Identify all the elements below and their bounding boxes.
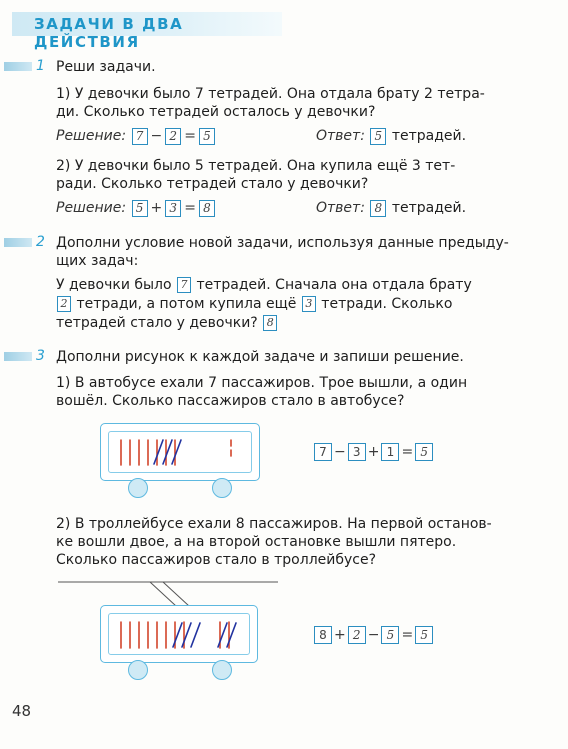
- plus-sign: +: [334, 627, 346, 643]
- task-2-text-line1: Дополни условие новой задачи, используя данные предыду-: [56, 235, 509, 251]
- task-2-fragment: тетради. Сколько: [321, 296, 453, 312]
- answer-label: Ответ:: [316, 128, 365, 144]
- equals-sign: =: [401, 444, 414, 460]
- task-1-1-text-line2: ди. Сколько тетрадей осталось у девочки?: [56, 104, 376, 120]
- task-1-1-answer: [316, 127, 466, 145]
- page-heading-bar: [12, 12, 282, 51]
- equals-sign: =: [184, 128, 196, 144]
- trolleybus-drawing[interactable]: [100, 605, 258, 663]
- task-1-2-text-line1: 2) У девочки было 5 тетрадей. Она купила ещё 3 тет-: [56, 158, 456, 174]
- task-3-2-text-line2: ке вошли двое, а на второй остановке вышли пятеро.: [56, 534, 457, 550]
- task-1-2-text-line2: ради. Сколько тетрадей стало у девочки?: [56, 176, 369, 192]
- solution-box-result[interactable]: 5: [199, 128, 215, 145]
- task-2-text-line4: [56, 295, 452, 313]
- trolleybus-wheel-right: [212, 660, 232, 680]
- eq-box[interactable]: 1: [381, 443, 399, 461]
- equals-sign: =: [401, 627, 414, 643]
- task-3-1-text-line1: 1) В автобусе ехали 7 пассажиров. Трое вышли, а один: [56, 375, 468, 391]
- task-1-1-solution: [56, 127, 216, 145]
- solution-box-result[interactable]: 8: [199, 200, 215, 217]
- solution-box-a[interactable]: 7: [132, 128, 148, 145]
- bus-wheel-right: [212, 478, 232, 498]
- task-2-text-line3: [56, 276, 472, 294]
- task-3-marker: [4, 352, 32, 361]
- task-2-fragment: У девочки было: [56, 277, 172, 293]
- minus-sign: −: [150, 128, 163, 144]
- solution-label: Решение:: [56, 128, 127, 144]
- trolleybus-passenger-strokes: [101, 606, 257, 662]
- task-2-marker: [4, 238, 32, 247]
- bus-equation: [314, 443, 433, 461]
- fill-box-3[interactable]: 3: [302, 296, 316, 312]
- solution-label: Решение:: [56, 200, 127, 216]
- task-2-fragment: тетрадей. Сначала она отдала брату: [196, 277, 472, 293]
- task-2-text-line5: [56, 314, 278, 332]
- fill-box-4[interactable]: 8: [263, 315, 277, 331]
- cross-out-stroke: [172, 440, 181, 464]
- task-1-number: 1: [36, 58, 45, 74]
- solution-box-b[interactable]: 2: [165, 128, 181, 145]
- eq-box[interactable]: 7: [314, 443, 332, 461]
- trolleybus-wheel-left: [128, 660, 148, 680]
- minus-sign: −: [334, 444, 346, 460]
- plus-sign: +: [150, 200, 163, 216]
- task-2-text-line2: щих задач:: [56, 253, 139, 269]
- task-1-2-answer: [316, 199, 466, 217]
- solution-box-a[interactable]: 5: [132, 200, 148, 217]
- task-3-2-text-line3: Сколько пассажиров стало в троллейбусе?: [56, 552, 377, 568]
- eq-box[interactable]: 5: [381, 626, 399, 644]
- cross-out-stroke: [154, 440, 163, 464]
- eq-result-box[interactable]: 5: [415, 443, 433, 461]
- answer-box[interactable]: 8: [370, 200, 386, 217]
- task-3-number: 3: [36, 348, 45, 364]
- cross-out-stroke: [191, 623, 200, 647]
- task-2-number: 2: [36, 234, 45, 250]
- task-3-2-text-line1: 2) В троллейбусе ехали 8 пассажиров. На первой останов-: [56, 516, 492, 532]
- answer-word: тетрадей.: [391, 128, 467, 144]
- task-1-marker: [4, 62, 32, 71]
- task-1-1-text-line1: 1) У девочки было 7 тетрадей. Она отдала брату 2 тетра-: [56, 86, 485, 102]
- eq-box[interactable]: 2: [348, 626, 366, 644]
- task-3-1-text-line2: вошёл. Сколько пассажиров стало в автобусе?: [56, 393, 405, 409]
- equals-sign: =: [184, 200, 196, 216]
- minus-sign: −: [367, 627, 380, 643]
- answer-box[interactable]: 5: [370, 128, 386, 145]
- answer-word: тетрадей.: [391, 200, 467, 216]
- bus-passenger-strokes: [101, 424, 259, 480]
- fill-box-1[interactable]: 7: [177, 277, 191, 293]
- cross-out-stroke: [163, 440, 172, 464]
- bus-drawing[interactable]: [100, 423, 260, 481]
- eq-result-box[interactable]: 5: [415, 626, 433, 644]
- solution-box-b[interactable]: 3: [165, 200, 181, 217]
- eq-box[interactable]: 8: [314, 626, 332, 644]
- task-1-2-solution: [56, 199, 216, 217]
- page-title: ЗАДАЧИ В ДВА ДЕЙСТВИЯ: [34, 15, 184, 51]
- task-3-title: Дополни рисунок к каждой задаче и запиши решение.: [56, 349, 464, 365]
- trolleybus-equation: [314, 626, 433, 644]
- page-number: 48: [12, 702, 32, 720]
- bus-wheel-left: [128, 478, 148, 498]
- task-1-title: Реши задачи.: [56, 59, 156, 75]
- task-2-fragment: тетрадей стало у девочки?: [56, 315, 258, 331]
- plus-sign: +: [367, 444, 380, 460]
- fill-box-2[interactable]: 2: [57, 296, 71, 312]
- eq-box[interactable]: 3: [348, 443, 366, 461]
- task-2-fragment: тетради, а потом купила ещё: [76, 296, 297, 312]
- answer-label: Ответ:: [316, 200, 365, 216]
